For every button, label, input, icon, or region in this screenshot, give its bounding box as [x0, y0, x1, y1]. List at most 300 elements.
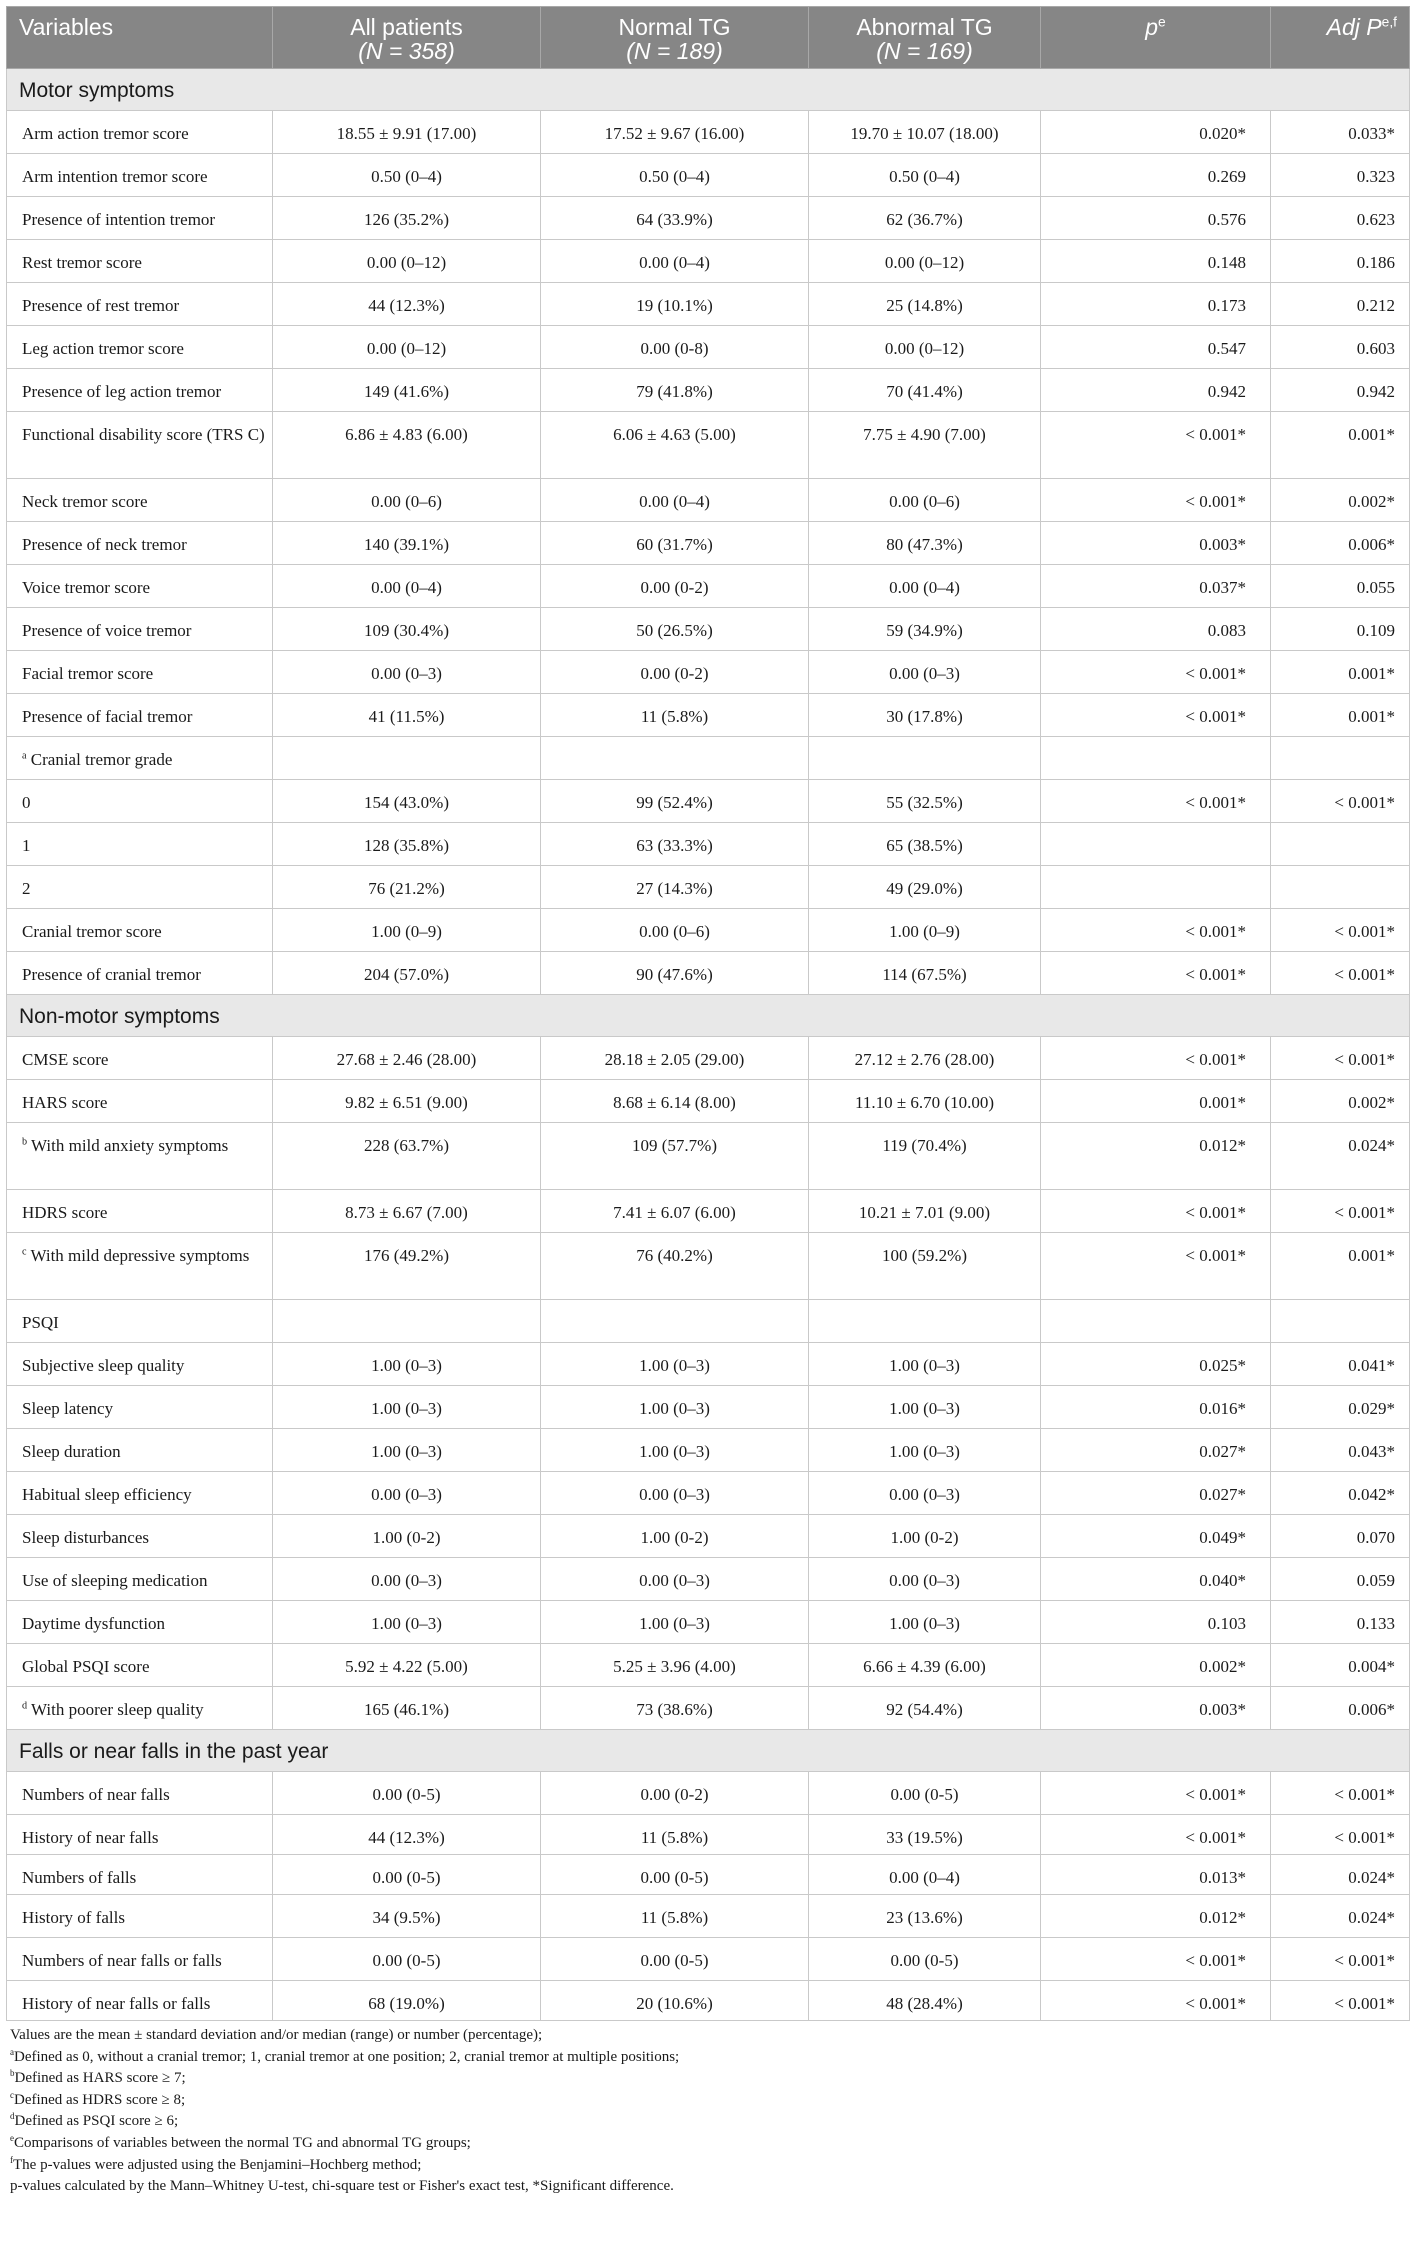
cell-adj-p-value: 0.042*: [1271, 1472, 1410, 1515]
cell-all-patients: 0.00 (0–3): [273, 1472, 541, 1515]
row-label-text: Cranial tremor grade: [30, 750, 173, 769]
cell-abnormal-tg: 62 (36.7%): [809, 197, 1041, 240]
col-header-normal-tg: Normal TG (N = 189): [541, 7, 809, 69]
cell-abnormal-tg: 1.00 (0–3): [809, 1429, 1041, 1472]
table-row: [7, 952, 1410, 995]
row-label: [7, 1558, 273, 1601]
cell-p-value: 0.576: [1041, 197, 1271, 240]
cell-normal-tg: 0.50 (0–4): [541, 154, 809, 197]
cell-all-patients: 9.82 ± 6.51 (9.00): [273, 1080, 541, 1123]
cell-all-patients: 0.50 (0–4): [273, 154, 541, 197]
cell-normal-tg: 5.25 ± 3.96 (4.00): [541, 1644, 809, 1687]
footnote-text: Values are the mean ± standard deviation and/or median (range) or number (percentage);: [10, 2027, 543, 2043]
cell-all-patients: 0.00 (0-5): [273, 1772, 541, 1815]
cell-all-patients: 0.00 (0–4): [273, 565, 541, 608]
row-label-text: Use of sleeping medication: [22, 1571, 208, 1590]
footnote-text: Defined as HDRS score ≥ 8;: [14, 2091, 186, 2108]
cell-all-patients: 165 (46.1%): [273, 1687, 541, 1730]
cell-abnormal-tg: 0.00 (0–3): [809, 651, 1041, 694]
row-label-text: Presence of facial tremor: [22, 707, 193, 726]
row-label-text: Numbers of falls: [22, 1868, 137, 1887]
cell-all-patients: 176 (49.2%): [273, 1233, 541, 1300]
cell-normal-tg: 76 (40.2%): [541, 1233, 809, 1300]
row-label: [7, 1080, 273, 1123]
row-label: [7, 1123, 273, 1190]
row-label-text: Numbers of near falls: [22, 1785, 170, 1804]
row-label: [7, 326, 273, 369]
cell-p-value: 0.012*: [1041, 1123, 1271, 1190]
cell-normal-tg: 60 (31.7%): [541, 522, 809, 565]
cell-all-patients: 0.00 (0–12): [273, 326, 541, 369]
cell-abnormal-tg: 0.00 (0–12): [809, 240, 1041, 283]
cell-p-value: < 0.001*: [1041, 1233, 1271, 1300]
cell-adj-p-value: [1271, 1300, 1410, 1343]
cell-normal-tg: 0.00 (0–3): [541, 1558, 809, 1601]
row-label-text: Cranial tremor score: [22, 922, 162, 941]
section-title: Motor symptoms: [7, 69, 1410, 111]
table-row: [7, 1233, 1410, 1300]
cell-adj-p-value: 0.006*: [1271, 522, 1410, 565]
row-label: [7, 823, 273, 866]
section-header-row: [7, 1730, 1410, 1772]
cell-p-value: 0.013*: [1041, 1855, 1271, 1895]
cell-adj-p-value: < 0.001*: [1271, 1938, 1410, 1981]
row-label-text: HARS score: [22, 1093, 108, 1112]
cell-abnormal-tg: 48 (28.4%): [809, 1981, 1041, 2021]
col-header-all-patients: All patients (N = 358): [273, 7, 541, 69]
cell-adj-p-value: 0.043*: [1271, 1429, 1410, 1472]
cell-abnormal-tg: 1.00 (0–3): [809, 1343, 1041, 1386]
footnote-text: Defined as HARS score ≥ 7;: [14, 2070, 186, 2087]
cell-abnormal-tg: 6.66 ± 4.39 (6.00): [809, 1644, 1041, 1687]
table-row: [7, 522, 1410, 565]
footnote-line: [10, 2090, 1409, 2112]
cell-abnormal-tg: 0.00 (0–4): [809, 565, 1041, 608]
row-label: [7, 780, 273, 823]
cell-p-value: 0.020*: [1041, 111, 1271, 154]
table-row: [7, 1386, 1410, 1429]
cell-p-value: 0.016*: [1041, 1386, 1271, 1429]
cell-normal-tg: 1.00 (0–3): [541, 1601, 809, 1644]
cell-p-value: < 0.001*: [1041, 780, 1271, 823]
cell-all-patients: 128 (35.8%): [273, 823, 541, 866]
cell-adj-p-value: 0.002*: [1271, 479, 1410, 522]
cell-abnormal-tg: 23 (13.6%): [809, 1895, 1041, 1938]
row-label: [7, 909, 273, 952]
cell-normal-tg: 0.00 (0-8): [541, 326, 809, 369]
section-title: Falls or near falls in the past year: [7, 1730, 1410, 1772]
cell-all-patients: [273, 1300, 541, 1343]
cell-adj-p-value: 0.024*: [1271, 1123, 1410, 1190]
cell-p-value: 0.083: [1041, 608, 1271, 651]
cell-adj-p-value: 0.133: [1271, 1601, 1410, 1644]
table-row: [7, 1938, 1410, 1981]
cell-normal-tg: 11 (5.8%): [541, 694, 809, 737]
footnote-line: [10, 2176, 1409, 2198]
footnote-marker: c: [10, 2089, 14, 2100]
table-row: [7, 369, 1410, 412]
cell-all-patients: 126 (35.2%): [273, 197, 541, 240]
row-label-text: Sleep duration: [22, 1442, 121, 1461]
cell-adj-p-value: 0.186: [1271, 240, 1410, 283]
cell-all-patients: 18.55 ± 9.91 (17.00): [273, 111, 541, 154]
cell-abnormal-tg: 11.10 ± 6.70 (10.00): [809, 1080, 1041, 1123]
cell-p-value: [1041, 737, 1271, 780]
row-label-text: Sleep disturbances: [22, 1528, 149, 1547]
row-label-text: Neck tremor score: [22, 492, 148, 511]
cell-abnormal-tg: 10.21 ± 7.01 (9.00): [809, 1190, 1041, 1233]
cell-abnormal-tg: 1.00 (0–3): [809, 1601, 1041, 1644]
cell-all-patients: 1.00 (0–3): [273, 1429, 541, 1472]
row-label-text: 0: [22, 793, 31, 812]
table-row: [7, 326, 1410, 369]
row-label-text: Presence of intention tremor: [22, 210, 216, 229]
col-header-adj-p: Adj P$^{e,f}$: [1271, 7, 1410, 69]
cell-p-value: 0.003*: [1041, 1687, 1271, 1730]
row-label-text: PSQI: [22, 1313, 59, 1332]
cell-all-patients: 109 (30.4%): [273, 608, 541, 651]
table-row: [7, 1343, 1410, 1386]
row-label: [7, 1815, 273, 1855]
cell-all-patients: 1.00 (0–9): [273, 909, 541, 952]
row-label: [7, 522, 273, 565]
cell-all-patients: 228 (63.7%): [273, 1123, 541, 1190]
cell-all-patients: 44 (12.3%): [273, 1815, 541, 1855]
cell-abnormal-tg: 59 (34.9%): [809, 608, 1041, 651]
table-row: [7, 1981, 1410, 2021]
cell-abnormal-tg: 114 (67.5%): [809, 952, 1041, 995]
footnote-line: [10, 2155, 1409, 2177]
cell-all-patients: 154 (43.0%): [273, 780, 541, 823]
cell-all-patients: 1.00 (0–3): [273, 1386, 541, 1429]
cell-adj-p-value: 0.001*: [1271, 651, 1410, 694]
cell-normal-tg: 0.00 (0–4): [541, 240, 809, 283]
cell-abnormal-tg: 80 (47.3%): [809, 522, 1041, 565]
cell-abnormal-tg: 0.00 (0–3): [809, 1558, 1041, 1601]
table-row: [7, 283, 1410, 326]
cell-normal-tg: 0.00 (0–4): [541, 479, 809, 522]
row-label-text: Arm action tremor score: [22, 124, 189, 143]
cell-normal-tg: 64 (33.9%): [541, 197, 809, 240]
row-label-text: History of near falls: [22, 1828, 159, 1847]
cell-normal-tg: 99 (52.4%): [541, 780, 809, 823]
table-row: [7, 240, 1410, 283]
cell-p-value: < 0.001*: [1041, 1772, 1271, 1815]
all-patients-n: (N = 358): [358, 38, 455, 64]
cell-adj-p-value: 0.001*: [1271, 694, 1410, 737]
row-label-text: Functional disability score (TRS C): [22, 425, 265, 444]
cell-p-value: 0.025*: [1041, 1343, 1271, 1386]
row-label: [7, 1429, 273, 1472]
table-row: [7, 1080, 1410, 1123]
row-label: [7, 1343, 273, 1386]
cell-all-patients: 41 (11.5%): [273, 694, 541, 737]
cell-adj-p-value: 0.212: [1271, 283, 1410, 326]
cell-all-patients: 0.00 (0-5): [273, 1938, 541, 1981]
cell-p-value: 0.002*: [1041, 1644, 1271, 1687]
table-row: [7, 1772, 1410, 1815]
cell-adj-p-value: [1271, 737, 1410, 780]
footnote-marker: b: [10, 2068, 15, 2079]
cell-adj-p-value: 0.006*: [1271, 1687, 1410, 1730]
cell-all-patients: 1.00 (0–3): [273, 1343, 541, 1386]
row-label: [7, 479, 273, 522]
cell-all-patients: 1.00 (0-2): [273, 1515, 541, 1558]
footnote-marker: b: [22, 1136, 28, 1148]
cell-abnormal-tg: 1.00 (0-2): [809, 1515, 1041, 1558]
row-label-text: Subjective sleep quality: [22, 1356, 185, 1375]
cell-abnormal-tg: 25 (14.8%): [809, 283, 1041, 326]
cell-adj-p-value: 0.024*: [1271, 1895, 1410, 1938]
section-header-row: [7, 69, 1410, 111]
row-label: [7, 1644, 273, 1687]
row-label: [7, 952, 273, 995]
cell-normal-tg: 1.00 (0–3): [541, 1429, 809, 1472]
cell-adj-p-value: < 0.001*: [1271, 952, 1410, 995]
row-label-text: Rest tremor score: [22, 253, 142, 272]
cell-p-value: [1041, 866, 1271, 909]
cell-normal-tg: 0.00 (0–6): [541, 909, 809, 952]
cell-p-value: < 0.001*: [1041, 1815, 1271, 1855]
table-footnotes: [6, 2025, 1409, 2198]
cell-adj-p-value: < 0.001*: [1271, 1037, 1410, 1080]
cell-adj-p-value: < 0.001*: [1271, 780, 1410, 823]
row-label: [7, 1855, 273, 1895]
footnote-line: [10, 2047, 1409, 2069]
cell-p-value: < 0.001*: [1041, 1938, 1271, 1981]
cell-adj-p-value: 0.029*: [1271, 1386, 1410, 1429]
row-label-text: 1: [22, 836, 31, 855]
row-label-text: Presence of cranial tremor: [22, 965, 201, 984]
cell-adj-p-value: 0.055: [1271, 565, 1410, 608]
row-label-text: Presence of voice tremor: [22, 621, 192, 640]
cell-normal-tg: 17.52 ± 9.67 (16.00): [541, 111, 809, 154]
cell-normal-tg: 79 (41.8%): [541, 369, 809, 412]
row-label-text: With mild anxiety symptoms: [31, 1136, 229, 1155]
table-container: [6, 6, 1409, 2198]
cell-abnormal-tg: 0.00 (0–6): [809, 479, 1041, 522]
cell-normal-tg: 27 (14.3%): [541, 866, 809, 909]
cell-p-value: [1041, 823, 1271, 866]
cell-all-patients: 68 (19.0%): [273, 1981, 541, 2021]
cell-abnormal-tg: 65 (38.5%): [809, 823, 1041, 866]
footnote-marker: c: [22, 1246, 27, 1258]
table-row: [7, 1190, 1410, 1233]
row-label-text: Arm intention tremor score: [22, 167, 208, 186]
row-label: [7, 1472, 273, 1515]
table-row: [7, 1855, 1410, 1895]
cell-all-patients: [273, 737, 541, 780]
footnote-line: [10, 2111, 1409, 2133]
cell-normal-tg: 63 (33.3%): [541, 823, 809, 866]
table-row: [7, 1472, 1410, 1515]
cell-adj-p-value: 0.109: [1271, 608, 1410, 651]
cell-p-value: 0.003*: [1041, 522, 1271, 565]
row-label-text: Leg action tremor score: [22, 339, 184, 358]
row-label: [7, 197, 273, 240]
row-label: [7, 412, 273, 479]
row-label: [7, 737, 273, 780]
cell-adj-p-value: 0.002*: [1271, 1080, 1410, 1123]
cell-p-value: 0.040*: [1041, 1558, 1271, 1601]
cell-all-patients: 76 (21.2%): [273, 866, 541, 909]
cell-adj-p-value: [1271, 823, 1410, 866]
table-row: [7, 1037, 1410, 1080]
cell-p-value: 0.103: [1041, 1601, 1271, 1644]
table-row: [7, 1601, 1410, 1644]
table-row: [7, 780, 1410, 823]
col-header-p: $p^e$: [1041, 7, 1271, 69]
table-row: [7, 565, 1410, 608]
row-label: [7, 1037, 273, 1080]
table-row: [7, 1558, 1410, 1601]
row-label: [7, 1981, 273, 2021]
cell-normal-tg: 73 (38.6%): [541, 1687, 809, 1730]
cell-all-patients: 27.68 ± 2.46 (28.00): [273, 1037, 541, 1080]
cell-adj-p-value: < 0.001*: [1271, 1772, 1410, 1815]
footnote-text: The p-values were adjusted using the Benjamini–Hochberg method;: [13, 2156, 422, 2173]
cell-abnormal-tg: 0.00 (0–12): [809, 326, 1041, 369]
table-row: [7, 608, 1410, 651]
cell-abnormal-tg: 49 (29.0%): [809, 866, 1041, 909]
row-label-text: With poorer sleep quality: [31, 1700, 204, 1719]
cell-normal-tg: 20 (10.6%): [541, 1981, 809, 2021]
row-label: [7, 651, 273, 694]
cell-abnormal-tg: 33 (19.5%): [809, 1815, 1041, 1855]
cell-adj-p-value: < 0.001*: [1271, 1981, 1410, 2021]
cell-adj-p-value: 0.041*: [1271, 1343, 1410, 1386]
cell-normal-tg: 28.18 ± 2.05 (29.00): [541, 1037, 809, 1080]
cell-p-value: < 0.001*: [1041, 1037, 1271, 1080]
col-header-variables: Variables: [7, 7, 273, 69]
cell-abnormal-tg: 55 (32.5%): [809, 780, 1041, 823]
cell-adj-p-value: < 0.001*: [1271, 909, 1410, 952]
footnote-line: [10, 2068, 1409, 2090]
footnote-text: Defined as 0, without a cranial tremor; 1, cranial tremor at one position; 2, cranial tremor at multiple positions;: [14, 2048, 680, 2065]
table-row: [7, 737, 1410, 780]
footnote-line: [10, 2133, 1409, 2155]
row-label-text: Presence of rest tremor: [22, 296, 180, 315]
table-row: [7, 823, 1410, 866]
cell-p-value: 0.942: [1041, 369, 1271, 412]
cell-abnormal-tg: 1.00 (0–9): [809, 909, 1041, 952]
footnote-marker: a: [22, 750, 27, 762]
table-row: [7, 111, 1410, 154]
cell-normal-tg: 6.06 ± 4.63 (5.00): [541, 412, 809, 479]
row-label: [7, 1300, 273, 1343]
cell-abnormal-tg: 119 (70.4%): [809, 1123, 1041, 1190]
table-row: [7, 651, 1410, 694]
row-label: [7, 565, 273, 608]
cell-all-patients: 0.00 (0–3): [273, 651, 541, 694]
cell-abnormal-tg: 92 (54.4%): [809, 1687, 1041, 1730]
cell-p-value: < 0.001*: [1041, 479, 1271, 522]
row-label: [7, 1772, 273, 1815]
cell-p-value: 0.269: [1041, 154, 1271, 197]
footnote-marker: d: [22, 1700, 28, 1712]
cell-all-patients: 140 (39.1%): [273, 522, 541, 565]
cell-all-patients: 0.00 (0–3): [273, 1558, 541, 1601]
cell-abnormal-tg: 1.00 (0–3): [809, 1386, 1041, 1429]
cell-adj-p-value: 0.623: [1271, 197, 1410, 240]
table-header: [7, 7, 1410, 69]
row-label: [7, 1895, 273, 1938]
row-label-text: Numbers of near falls or falls: [22, 1951, 222, 1970]
cell-all-patients: 1.00 (0–3): [273, 1601, 541, 1644]
table-row: [7, 1300, 1410, 1343]
cell-normal-tg: 1.00 (0–3): [541, 1386, 809, 1429]
abnormal-tg-n: (N = 169): [876, 38, 973, 64]
table-row: [7, 1687, 1410, 1730]
table-row: [7, 1644, 1410, 1687]
table-row: [7, 694, 1410, 737]
cell-normal-tg: 19 (10.1%): [541, 283, 809, 326]
row-label: [7, 1233, 273, 1300]
footnote-text: Comparisons of variables between the normal TG and abnormal TG groups;: [14, 2134, 471, 2151]
cell-adj-p-value: 0.004*: [1271, 1644, 1410, 1687]
row-label-text: 2: [22, 879, 31, 898]
cell-abnormal-tg: 7.75 ± 4.90 (7.00): [809, 412, 1041, 479]
cell-all-patients: 44 (12.3%): [273, 283, 541, 326]
table-row: [7, 1895, 1410, 1938]
cell-abnormal-tg: 0.50 (0–4): [809, 154, 1041, 197]
cell-abnormal-tg: 0.00 (0–4): [809, 1855, 1041, 1895]
cell-all-patients: 0.00 (0–6): [273, 479, 541, 522]
row-label: [7, 154, 273, 197]
cell-normal-tg: [541, 737, 809, 780]
row-label: [7, 866, 273, 909]
row-label-text: Habitual sleep efficiency: [22, 1485, 192, 1504]
row-label-text: Presence of leg action tremor: [22, 382, 222, 401]
footnote-text: Defined as PSQI score ≥ 6;: [14, 2113, 179, 2130]
cell-normal-tg: 1.00 (0–3): [541, 1343, 809, 1386]
cell-adj-p-value: 0.001*: [1271, 412, 1410, 479]
footnote-marker: f: [10, 2154, 13, 2165]
cell-normal-tg: [541, 1300, 809, 1343]
row-label: [7, 283, 273, 326]
cell-p-value: < 0.001*: [1041, 694, 1271, 737]
footnote-marker: d: [10, 2111, 15, 2122]
row-label-text: With mild depressive symptoms: [30, 1246, 250, 1265]
cell-abnormal-tg: 19.70 ± 10.07 (18.00): [809, 111, 1041, 154]
table-row: [7, 1123, 1410, 1190]
cell-all-patients: 0.00 (0–12): [273, 240, 541, 283]
cell-normal-tg: 1.00 (0-2): [541, 1515, 809, 1558]
cell-normal-tg: 7.41 ± 6.07 (6.00): [541, 1190, 809, 1233]
cell-all-patients: 8.73 ± 6.67 (7.00): [273, 1190, 541, 1233]
results-table: [6, 6, 1410, 2021]
cell-abnormal-tg: 0.00 (0-5): [809, 1772, 1041, 1815]
cell-adj-p-value: 0.603: [1271, 326, 1410, 369]
cell-all-patients: 6.86 ± 4.83 (6.00): [273, 412, 541, 479]
footnote-marker: a: [10, 2046, 14, 2057]
cell-p-value: < 0.001*: [1041, 651, 1271, 694]
cell-normal-tg: 11 (5.8%): [541, 1815, 809, 1855]
cell-p-value: 0.027*: [1041, 1472, 1271, 1515]
row-label-text: Facial tremor score: [22, 664, 154, 683]
row-label: [7, 240, 273, 283]
row-label: [7, 1938, 273, 1981]
footnote-line: [10, 2025, 1409, 2047]
cell-adj-p-value: 0.942: [1271, 369, 1410, 412]
row-label: [7, 1515, 273, 1558]
row-label: [7, 1190, 273, 1233]
cell-normal-tg: 0.00 (0-2): [541, 1772, 809, 1815]
cell-abnormal-tg: 30 (17.8%): [809, 694, 1041, 737]
cell-p-value: 0.037*: [1041, 565, 1271, 608]
cell-normal-tg: 8.68 ± 6.14 (8.00): [541, 1080, 809, 1123]
cell-p-value: 0.049*: [1041, 1515, 1271, 1558]
